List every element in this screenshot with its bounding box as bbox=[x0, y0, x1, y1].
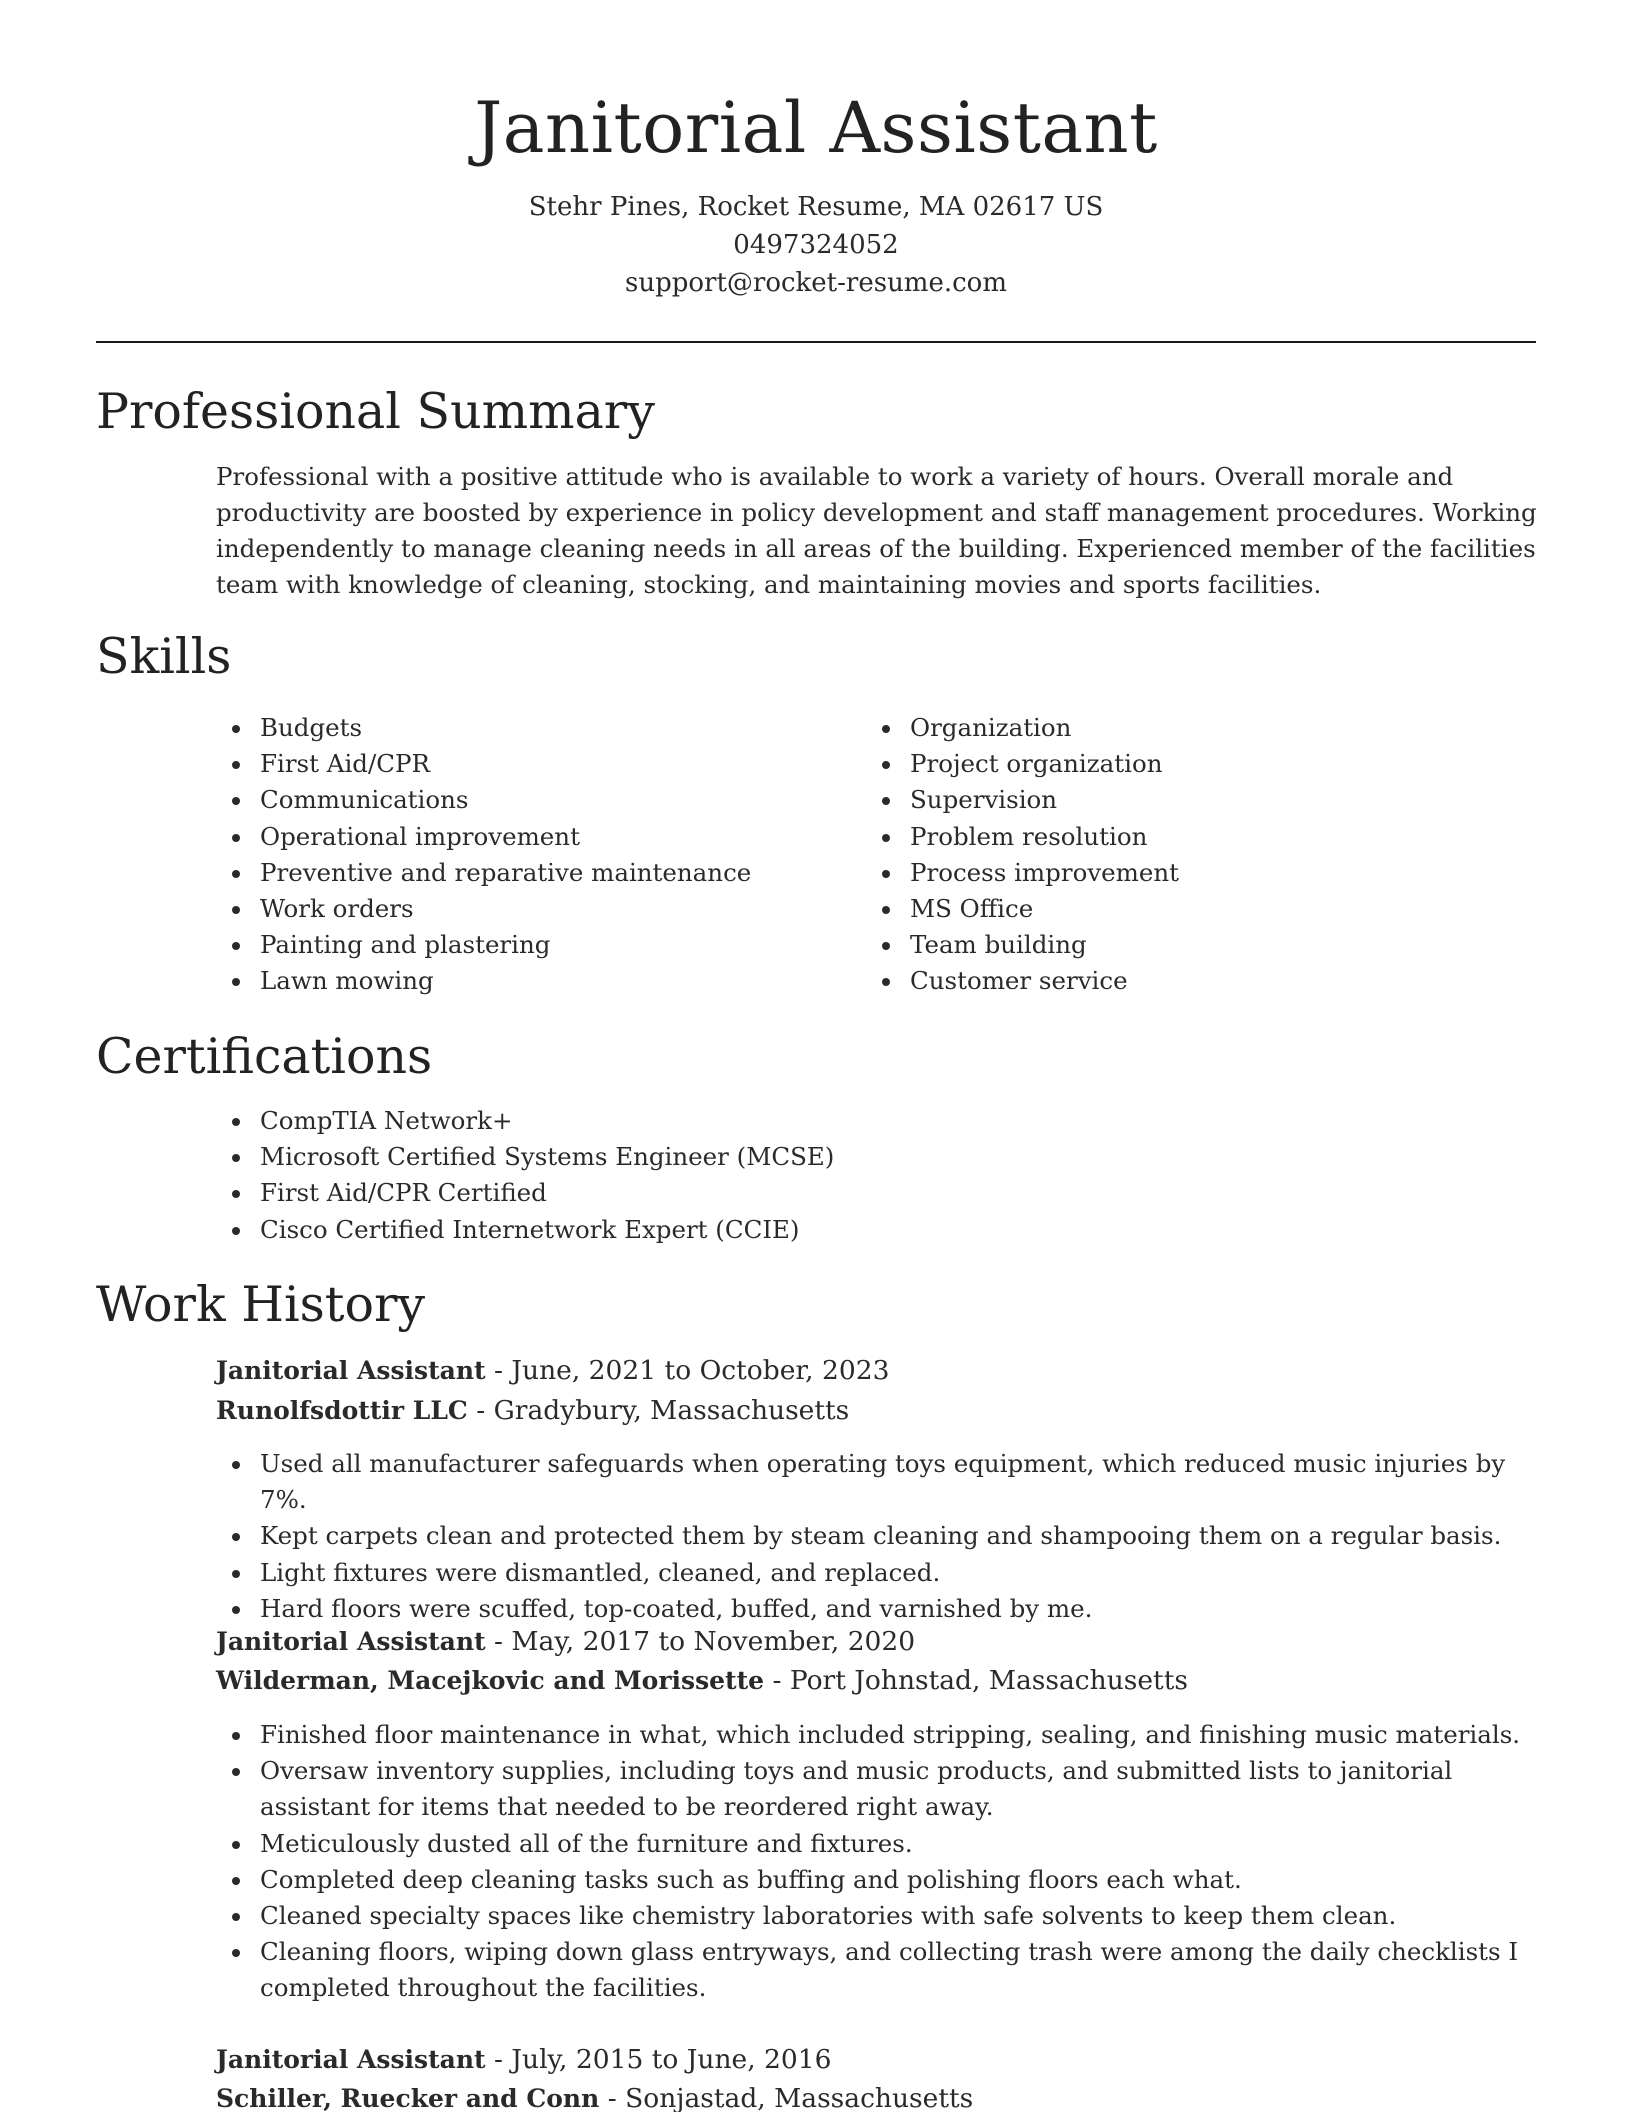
certifications-list bbox=[216, 1103, 1416, 1248]
job-role: Janitorial Assistant bbox=[216, 2045, 486, 2074]
skill-item: Supervision bbox=[866, 782, 1179, 818]
candidate-name: Janitorial Assistant bbox=[474, 87, 1158, 169]
skill-item: Process improvement bbox=[866, 855, 1179, 891]
job-location: - Port Johnstad, Massachusetts bbox=[764, 1665, 1188, 1696]
skill-item: Problem resolution bbox=[866, 819, 1179, 855]
skill-item: Operational improvement bbox=[216, 819, 751, 855]
contact-block bbox=[96, 188, 1536, 302]
summary-text: Professional with a positive attitude who is available to work a variety of hours. Overall morale and productivity are boosted by experience in policy development and staff management procedures. Working independently to manage cleaning needs in all areas of the building. Experienced member of the facilities team with knowledge of cleaning, stocking, and maintaining movies and sports facilities. bbox=[216, 462, 1537, 599]
job-bullet: Oversaw inventory supplies, including toys and music products, and submitted lists to janitorial assistant for items that needed to be reordered right away. bbox=[216, 1753, 1546, 1825]
skill-item: Team building bbox=[866, 927, 1179, 963]
job-company: Wilderman, Macejkovic and Morissette bbox=[216, 1666, 765, 1695]
job-title-line bbox=[216, 2040, 831, 2080]
job-location: - Sonjastad, Massachusetts bbox=[599, 2083, 974, 2112]
job-company: Runolfsdottir LLC bbox=[216, 1396, 468, 1425]
summary-heading: Professional Summary bbox=[96, 383, 655, 440]
skills-heading: Skills bbox=[96, 628, 232, 685]
job-role: Janitorial Assistant bbox=[216, 1356, 486, 1385]
job-bullet: Completed deep cleaning tasks such as buffing and polishing floors each what. bbox=[216, 1862, 1546, 1898]
job-title-line bbox=[216, 1351, 889, 1391]
certification-item: Cisco Certified Internetwork Expert (CCIE) bbox=[216, 1212, 1416, 1248]
certifications-heading: Certifications bbox=[96, 1028, 433, 1085]
job-bullet: Hard floors were scuffed, top-coated, buffed, and varnished by me. bbox=[216, 1591, 1546, 1627]
skill-item: Budgets bbox=[216, 710, 751, 746]
skill-item: Communications bbox=[216, 782, 751, 818]
resume-header bbox=[96, 84, 1536, 302]
skill-item: Lawn mowing bbox=[216, 963, 751, 999]
skills-list-right bbox=[866, 710, 1179, 1000]
job-bullets bbox=[216, 1446, 1546, 1627]
job-company: Schiller, Ruecker and Conn bbox=[216, 2084, 600, 2112]
job-location: - Gradybury, Massachusetts bbox=[467, 1395, 850, 1426]
certification-item: Microsoft Certified Systems Engineer (MCSE) bbox=[216, 1139, 1416, 1175]
job-bullet: Finished floor maintenance in what, which included stripping, sealing, and finishing music materials. bbox=[216, 1717, 1546, 1753]
skill-item: Preventive and reparative maintenance bbox=[216, 855, 751, 891]
job-title-line bbox=[216, 1622, 915, 1662]
job-bullet: Light fixtures were dismantled, cleaned, and replaced. bbox=[216, 1555, 1546, 1591]
job-dates: - May, 2017 to November, 2020 bbox=[485, 1626, 916, 1657]
job-bullet: Meticulously dusted all of the furniture and fixtures. bbox=[216, 1826, 1546, 1862]
job-bullets bbox=[216, 1717, 1546, 2007]
job-bullet: Cleaned specialty spaces like chemistry laboratories with safe solvents to keep them clean. bbox=[216, 1898, 1546, 1934]
header-divider bbox=[96, 341, 1536, 343]
job-company-line bbox=[216, 2079, 973, 2112]
job-bullet: Cleaning floors, wiping down glass entryways, and collecting trash were among the daily checklists I completed throughout the facilities. bbox=[216, 1934, 1546, 2006]
address: Stehr Pines, Rocket Resume, MA 02617 US bbox=[528, 192, 1104, 222]
skill-item: Customer service bbox=[866, 963, 1179, 999]
email[interactable]: support@rocket-resume.com bbox=[624, 268, 1007, 298]
phone: 0497324052 bbox=[733, 230, 899, 260]
job-bullet: Kept carpets clean and protected them by steam cleaning and shampooing them on a regular basis. bbox=[216, 1518, 1546, 1554]
work-history-heading: Work History bbox=[96, 1276, 426, 1333]
skill-item: Project organization bbox=[866, 746, 1179, 782]
job-company-line bbox=[216, 1391, 849, 1431]
skill-item: Painting and plastering bbox=[216, 927, 751, 963]
skill-item: First Aid/CPR bbox=[216, 746, 751, 782]
job-company-line bbox=[216, 1661, 1188, 1701]
skill-item: Work orders bbox=[216, 891, 751, 927]
certification-item: CompTIA Network+ bbox=[216, 1103, 1416, 1139]
certification-item: First Aid/CPR Certified bbox=[216, 1175, 1416, 1211]
skill-item: Organization bbox=[866, 710, 1179, 746]
skills-list-left bbox=[216, 710, 751, 1000]
job-dates: - June, 2021 to October, 2023 bbox=[485, 1355, 890, 1386]
job-dates: - July, 2015 to June, 2016 bbox=[485, 2044, 832, 2075]
skill-item: MS Office bbox=[866, 891, 1179, 927]
job-bullet: Used all manufacturer safeguards when operating toys equipment, which reduced music injuries by 7%. bbox=[216, 1446, 1546, 1518]
job-role: Janitorial Assistant bbox=[216, 1627, 486, 1656]
